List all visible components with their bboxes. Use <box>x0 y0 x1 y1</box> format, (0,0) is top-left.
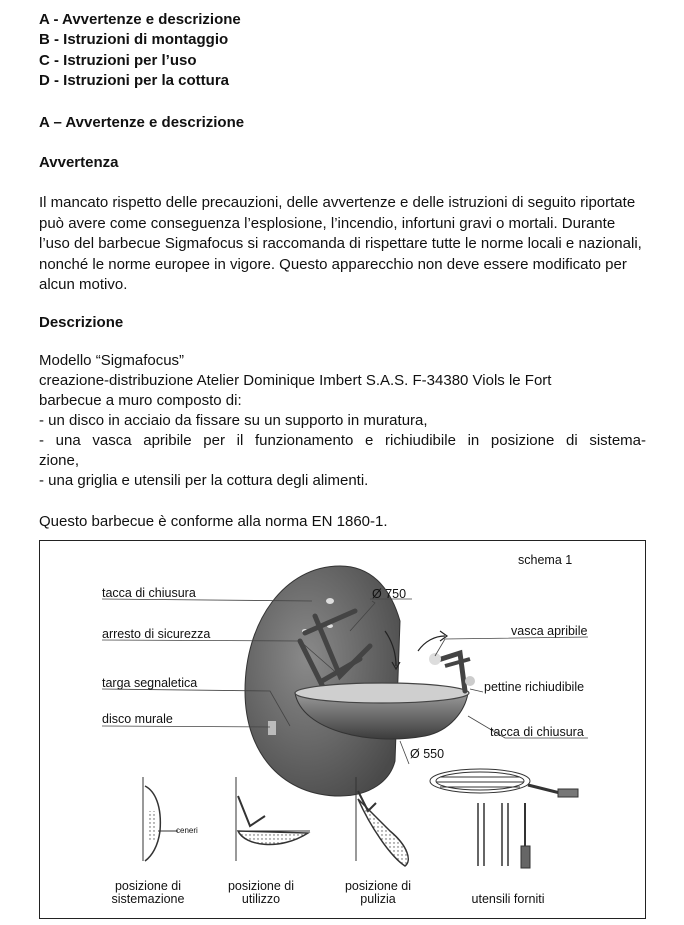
position-utilizzo-diagram <box>236 777 310 861</box>
grill-and-tools-diagram <box>430 769 578 868</box>
label-ceneri: ceneri <box>176 826 198 835</box>
toc-item-b: B - Istruzioni di montaggio <box>39 31 229 49</box>
description-body <box>39 351 646 491</box>
list-item: - una griglia e utensili per la cottura degli alimenti. <box>39 472 369 489</box>
list-item: - un disco in acciaio da fissare su un supporto in muratura, <box>39 412 428 429</box>
schema-figure <box>39 540 646 919</box>
label-arresto: arresto di sicurezza <box>102 627 211 641</box>
list-item: - una vasca apribile per il funzionamento e richiudibile in posizione di sistema- <box>39 432 646 449</box>
description-heading: Descrizione <box>39 314 124 331</box>
section-a-title: A – Avvertenze e descrizione <box>39 114 245 131</box>
toc-item-a: A - Avvertenze e descrizione <box>39 11 241 28</box>
toc-item-d: D - Istruzioni per la cottura <box>39 71 230 89</box>
label-vasca: vasca apribile <box>511 624 588 638</box>
label-diameter-550: Ø 550 <box>410 747 445 761</box>
label-diameter-750: Ø 750 <box>372 587 407 601</box>
label-tacca-top: tacca di chiusura <box>102 586 196 600</box>
position-label-utilizzo: posizione di utilizzo <box>227 879 294 906</box>
conformity-statement: Questo barbecue è conforme alla norma EN 1860-1. <box>39 513 388 530</box>
label-pettine: pettine richiudibile <box>484 680 585 694</box>
list-item-continuation: zione, <box>39 452 80 469</box>
warning-heading: Avvertenza <box>39 154 119 171</box>
position-label-utensili: utensili forniti <box>471 892 545 906</box>
figure-caption: schema 1 <box>518 553 573 567</box>
intro-line: barbecue a muro composto di: <box>39 392 242 409</box>
position-sistemazione-diagram <box>143 777 178 861</box>
warning-paragraph: Il mancato rispetto delle precauzioni, delle avvertenze e delle istruzioni di seguito riportate può avere come conseguenza l’esplosione, l’incendio, infortuni gravi o mortali. Durante l’uso del barbecue Sigmafocus si raccomanda di rispettare tutte le norme locali e nazionali, nonché le norme europee in vigore. Questo apparecchio non deve essere modificato per alcun motivo. <box>39 194 642 293</box>
model-line: Modello “Sigmafocus” <box>39 352 185 369</box>
label-tacca-bottom: tacca di chiusura <box>490 725 584 739</box>
label-targa: targa segnaletica <box>102 676 198 690</box>
position-label-sistemazione: posizione di sistemazione <box>111 879 185 906</box>
maker-line: creazione-distribuzione Atelier Dominique Imbert S.A.S. F-34380 Viols le Fort <box>39 372 552 389</box>
position-label-pulizia: posizione di pulizia <box>344 879 411 906</box>
label-disco: disco murale <box>102 712 173 726</box>
table-of-contents <box>39 10 241 91</box>
toc-item-c: C - Istruzioni per l’uso <box>39 51 197 69</box>
